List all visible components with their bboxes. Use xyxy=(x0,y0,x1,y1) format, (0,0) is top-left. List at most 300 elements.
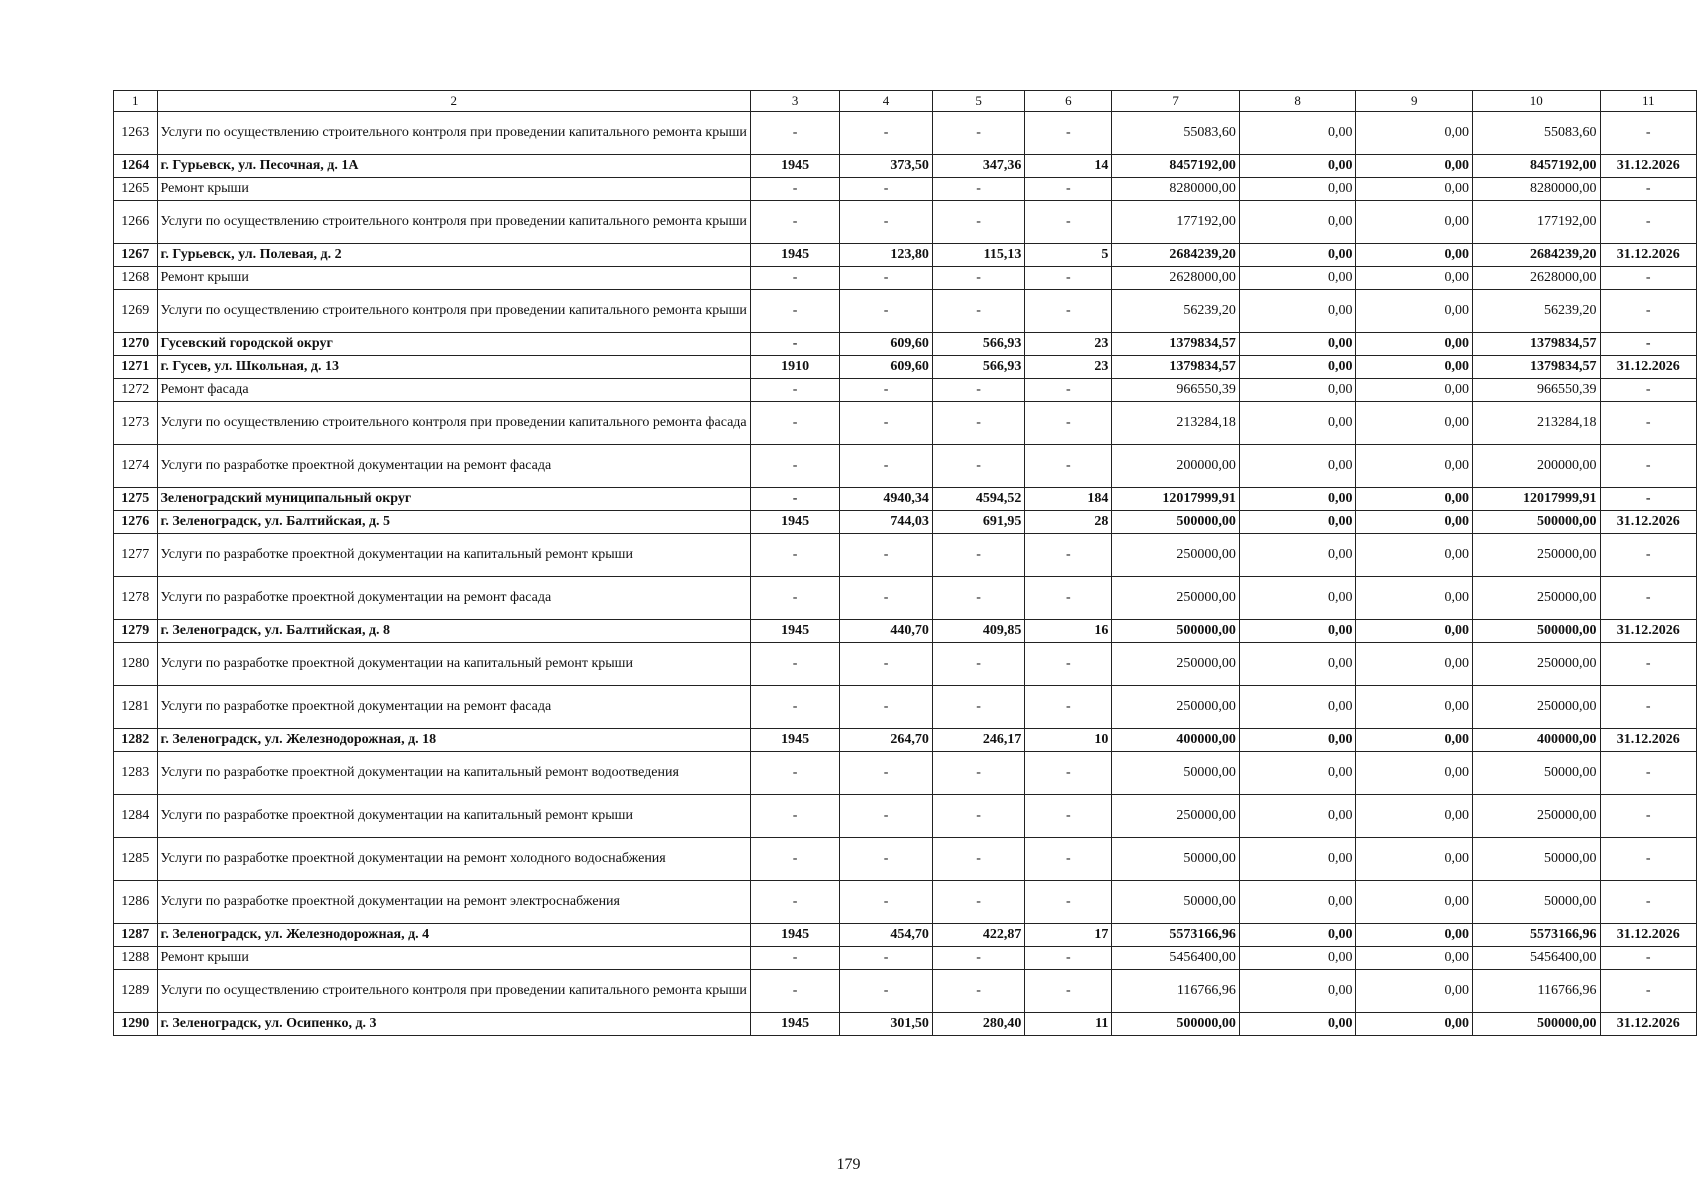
col8-cell: 0,00 xyxy=(1239,112,1356,155)
col9-cell: 0,00 xyxy=(1356,577,1473,620)
area-living-cell: 566,93 xyxy=(932,356,1025,379)
row-number: 1280 xyxy=(114,643,158,686)
col10-cell: 1379834,57 xyxy=(1473,333,1601,356)
col9-cell: 0,00 xyxy=(1356,970,1473,1013)
col10-cell: 50000,00 xyxy=(1473,752,1601,795)
table-row xyxy=(114,643,1697,686)
area-total-cell: - xyxy=(840,686,933,729)
col9-cell: 0,00 xyxy=(1356,178,1473,201)
col8-cell: 0,00 xyxy=(1239,356,1356,379)
residents-cell: 184 xyxy=(1025,488,1112,511)
area-total-cell: 4940,34 xyxy=(840,488,933,511)
table-row xyxy=(114,686,1697,729)
total-cost-cell: 1379834,57 xyxy=(1112,333,1240,356)
total-cost-cell: 250000,00 xyxy=(1112,795,1240,838)
col9-cell: 0,00 xyxy=(1356,752,1473,795)
total-cost-cell: 1379834,57 xyxy=(1112,356,1240,379)
col10-cell: 116766,96 xyxy=(1473,970,1601,1013)
year-cell: - xyxy=(750,577,839,620)
residents-cell: - xyxy=(1025,445,1112,488)
residents-cell: - xyxy=(1025,643,1112,686)
area-total-cell: - xyxy=(840,881,933,924)
total-cost-cell: 500000,00 xyxy=(1112,620,1240,643)
year-cell: - xyxy=(750,402,839,445)
col10-cell: 1379834,57 xyxy=(1473,356,1601,379)
total-cost-cell: 50000,00 xyxy=(1112,881,1240,924)
repair-program-table xyxy=(113,90,1697,1036)
year-cell: - xyxy=(750,112,839,155)
table-row xyxy=(114,577,1697,620)
table-row xyxy=(114,838,1697,881)
col8-cell: 0,00 xyxy=(1239,1013,1356,1036)
deadline-cell: - xyxy=(1600,201,1696,244)
row-name: Услуги по осуществлению строительного контроля при проведении капитального ремонта крыши xyxy=(157,112,750,155)
column-header-2: 2 xyxy=(157,91,750,112)
table-row xyxy=(114,924,1697,947)
area-living-cell: - xyxy=(932,201,1025,244)
row-name: Ремонт фасада xyxy=(157,379,750,402)
area-living-cell: 280,40 xyxy=(932,1013,1025,1036)
col10-cell: 500000,00 xyxy=(1473,1013,1601,1036)
area-living-cell: 115,13 xyxy=(932,244,1025,267)
column-header-1: 1 xyxy=(114,91,158,112)
row-name: Гусевский городской округ xyxy=(157,333,750,356)
row-number: 1287 xyxy=(114,924,158,947)
col8-cell: 0,00 xyxy=(1239,795,1356,838)
total-cost-cell: 966550,39 xyxy=(1112,379,1240,402)
area-total-cell: 301,50 xyxy=(840,1013,933,1036)
year-cell: - xyxy=(750,643,839,686)
column-number-row xyxy=(114,91,1697,112)
row-number: 1278 xyxy=(114,577,158,620)
deadline-cell: - xyxy=(1600,112,1696,155)
area-living-cell: - xyxy=(932,881,1025,924)
area-living-cell: - xyxy=(932,643,1025,686)
residents-cell: 5 xyxy=(1025,244,1112,267)
table-row xyxy=(114,333,1697,356)
row-name: Ремонт крыши xyxy=(157,947,750,970)
col9-cell: 0,00 xyxy=(1356,112,1473,155)
total-cost-cell: 400000,00 xyxy=(1112,729,1240,752)
row-number: 1279 xyxy=(114,620,158,643)
row-number: 1267 xyxy=(114,244,158,267)
residents-cell: - xyxy=(1025,686,1112,729)
col10-cell: 50000,00 xyxy=(1473,881,1601,924)
total-cost-cell: 5573166,96 xyxy=(1112,924,1240,947)
row-name: г. Гурьевск, ул. Песочная, д. 1А xyxy=(157,155,750,178)
total-cost-cell: 116766,96 xyxy=(1112,970,1240,1013)
col10-cell: 250000,00 xyxy=(1473,686,1601,729)
deadline-cell: 31.12.2026 xyxy=(1600,924,1696,947)
col9-cell: 0,00 xyxy=(1356,620,1473,643)
col9-cell: 0,00 xyxy=(1356,881,1473,924)
row-number: 1271 xyxy=(114,356,158,379)
table-row xyxy=(114,1013,1697,1036)
residents-cell: - xyxy=(1025,970,1112,1013)
col9-cell: 0,00 xyxy=(1356,356,1473,379)
deadline-cell: - xyxy=(1600,534,1696,577)
col10-cell: 250000,00 xyxy=(1473,534,1601,577)
col10-cell: 56239,20 xyxy=(1473,290,1601,333)
deadline-cell: - xyxy=(1600,577,1696,620)
row-number: 1276 xyxy=(114,511,158,534)
year-cell: - xyxy=(750,795,839,838)
total-cost-cell: 2628000,00 xyxy=(1112,267,1240,290)
col8-cell: 0,00 xyxy=(1239,201,1356,244)
area-living-cell: - xyxy=(932,112,1025,155)
area-total-cell: - xyxy=(840,201,933,244)
area-living-cell: - xyxy=(932,752,1025,795)
table-row xyxy=(114,244,1697,267)
row-number: 1289 xyxy=(114,970,158,1013)
total-cost-cell: 250000,00 xyxy=(1112,686,1240,729)
area-living-cell: - xyxy=(932,445,1025,488)
col10-cell: 2628000,00 xyxy=(1473,267,1601,290)
col10-cell: 2684239,20 xyxy=(1473,244,1601,267)
col9-cell: 0,00 xyxy=(1356,267,1473,290)
table-row xyxy=(114,379,1697,402)
col9-cell: 0,00 xyxy=(1356,924,1473,947)
deadline-cell: - xyxy=(1600,643,1696,686)
residents-cell: - xyxy=(1025,947,1112,970)
area-living-cell: 347,36 xyxy=(932,155,1025,178)
total-cost-cell: 8457192,00 xyxy=(1112,155,1240,178)
residents-cell: 14 xyxy=(1025,155,1112,178)
table-row xyxy=(114,488,1697,511)
row-name: Услуги по разработке проектной документации на ремонт фасада xyxy=(157,686,750,729)
col10-cell: 55083,60 xyxy=(1473,112,1601,155)
residents-cell: - xyxy=(1025,267,1112,290)
row-number: 1269 xyxy=(114,290,158,333)
deadline-cell: - xyxy=(1600,881,1696,924)
deadline-cell: - xyxy=(1600,445,1696,488)
col8-cell: 0,00 xyxy=(1239,511,1356,534)
area-living-cell: - xyxy=(932,267,1025,290)
col8-cell: 0,00 xyxy=(1239,729,1356,752)
col10-cell: 500000,00 xyxy=(1473,511,1601,534)
area-total-cell: - xyxy=(840,795,933,838)
residents-cell: - xyxy=(1025,838,1112,881)
year-cell: 1945 xyxy=(750,729,839,752)
deadline-cell: 31.12.2026 xyxy=(1600,729,1696,752)
row-number: 1272 xyxy=(114,379,158,402)
area-living-cell: - xyxy=(932,838,1025,881)
col8-cell: 0,00 xyxy=(1239,333,1356,356)
table-row xyxy=(114,155,1697,178)
col9-cell: 0,00 xyxy=(1356,201,1473,244)
col10-cell: 250000,00 xyxy=(1473,643,1601,686)
area-total-cell: 373,50 xyxy=(840,155,933,178)
col8-cell: 0,00 xyxy=(1239,838,1356,881)
residents-cell: - xyxy=(1025,577,1112,620)
area-total-cell: - xyxy=(840,445,933,488)
year-cell: - xyxy=(750,290,839,333)
area-total-cell: - xyxy=(840,402,933,445)
row-number: 1270 xyxy=(114,333,158,356)
row-number: 1274 xyxy=(114,445,158,488)
row-number: 1285 xyxy=(114,838,158,881)
table-row xyxy=(114,795,1697,838)
row-name: Услуги по осуществлению строительного контроля при проведении капитального ремонта крыши xyxy=(157,201,750,244)
col8-cell: 0,00 xyxy=(1239,924,1356,947)
table-row xyxy=(114,620,1697,643)
col8-cell: 0,00 xyxy=(1239,620,1356,643)
year-cell: - xyxy=(750,838,839,881)
table-body xyxy=(114,112,1697,1036)
col10-cell: 400000,00 xyxy=(1473,729,1601,752)
area-total-cell: 440,70 xyxy=(840,620,933,643)
area-total-cell: 609,60 xyxy=(840,333,933,356)
row-name: Услуги по разработке проектной документации на капитальный ремонт крыши xyxy=(157,643,750,686)
row-name: Услуги по разработке проектной документации на капитальный ремонт крыши xyxy=(157,795,750,838)
col10-cell: 250000,00 xyxy=(1473,577,1601,620)
col9-cell: 0,00 xyxy=(1356,488,1473,511)
row-name: г. Гусев, ул. Школьная, д. 13 xyxy=(157,356,750,379)
col10-cell: 8280000,00 xyxy=(1473,178,1601,201)
col10-cell: 5456400,00 xyxy=(1473,947,1601,970)
residents-cell: - xyxy=(1025,881,1112,924)
area-living-cell: - xyxy=(932,686,1025,729)
residents-cell: - xyxy=(1025,112,1112,155)
row-number: 1264 xyxy=(114,155,158,178)
col8-cell: 0,00 xyxy=(1239,488,1356,511)
area-living-cell: - xyxy=(932,795,1025,838)
year-cell: 1945 xyxy=(750,511,839,534)
deadline-cell: - xyxy=(1600,402,1696,445)
col8-cell: 0,00 xyxy=(1239,178,1356,201)
col10-cell: 500000,00 xyxy=(1473,620,1601,643)
table-row xyxy=(114,290,1697,333)
total-cost-cell: 500000,00 xyxy=(1112,1013,1240,1036)
area-living-cell: 246,17 xyxy=(932,729,1025,752)
col10-cell: 8457192,00 xyxy=(1473,155,1601,178)
deadline-cell: - xyxy=(1600,379,1696,402)
row-name: Услуги по разработке проектной документации на ремонт электроснабжения xyxy=(157,881,750,924)
year-cell: - xyxy=(750,534,839,577)
area-total-cell: 454,70 xyxy=(840,924,933,947)
deadline-cell: - xyxy=(1600,290,1696,333)
area-total-cell: - xyxy=(840,534,933,577)
col8-cell: 0,00 xyxy=(1239,290,1356,333)
area-total-cell: - xyxy=(840,643,933,686)
area-total-cell: 744,03 xyxy=(840,511,933,534)
col10-cell: 177192,00 xyxy=(1473,201,1601,244)
residents-cell: 11 xyxy=(1025,1013,1112,1036)
row-name: г. Гурьевск, ул. Полевая, д. 2 xyxy=(157,244,750,267)
deadline-cell: 31.12.2026 xyxy=(1600,1013,1696,1036)
area-living-cell: - xyxy=(932,402,1025,445)
row-number: 1283 xyxy=(114,752,158,795)
table-row xyxy=(114,112,1697,155)
col9-cell: 0,00 xyxy=(1356,1013,1473,1036)
col8-cell: 0,00 xyxy=(1239,686,1356,729)
table-row xyxy=(114,445,1697,488)
area-living-cell: - xyxy=(932,290,1025,333)
col8-cell: 0,00 xyxy=(1239,643,1356,686)
row-number: 1281 xyxy=(114,686,158,729)
col9-cell: 0,00 xyxy=(1356,795,1473,838)
col9-cell: 0,00 xyxy=(1356,155,1473,178)
residents-cell: - xyxy=(1025,402,1112,445)
col8-cell: 0,00 xyxy=(1239,752,1356,795)
col10-cell: 213284,18 xyxy=(1473,402,1601,445)
col9-cell: 0,00 xyxy=(1356,643,1473,686)
table-row xyxy=(114,947,1697,970)
year-cell: - xyxy=(750,267,839,290)
deadline-cell: - xyxy=(1600,795,1696,838)
residents-cell: - xyxy=(1025,290,1112,333)
area-total-cell: - xyxy=(840,290,933,333)
deadline-cell: - xyxy=(1600,267,1696,290)
total-cost-cell: 250000,00 xyxy=(1112,534,1240,577)
row-name: Зеленоградский муниципальный округ xyxy=(157,488,750,511)
column-header-11: 11 xyxy=(1600,91,1696,112)
area-living-cell: 691,95 xyxy=(932,511,1025,534)
row-name: Услуги по осуществлению строительного контроля при проведении капитального ремонта крыши xyxy=(157,290,750,333)
column-header-10: 10 xyxy=(1473,91,1601,112)
deadline-cell: - xyxy=(1600,947,1696,970)
table-row xyxy=(114,178,1697,201)
col8-cell: 0,00 xyxy=(1239,947,1356,970)
col8-cell: 0,00 xyxy=(1239,402,1356,445)
total-cost-cell: 56239,20 xyxy=(1112,290,1240,333)
row-name: Услуги по разработке проектной документации на ремонт фасада xyxy=(157,577,750,620)
col9-cell: 0,00 xyxy=(1356,290,1473,333)
deadline-cell: - xyxy=(1600,838,1696,881)
deadline-cell: - xyxy=(1600,686,1696,729)
area-living-cell: - xyxy=(932,178,1025,201)
col8-cell: 0,00 xyxy=(1239,881,1356,924)
area-total-cell: 264,70 xyxy=(840,729,933,752)
row-name: Ремонт крыши xyxy=(157,178,750,201)
year-cell: - xyxy=(750,488,839,511)
area-living-cell: - xyxy=(932,379,1025,402)
deadline-cell: - xyxy=(1600,178,1696,201)
table-row xyxy=(114,402,1697,445)
col9-cell: 0,00 xyxy=(1356,333,1473,356)
column-header-8: 8 xyxy=(1239,91,1356,112)
table-row xyxy=(114,534,1697,577)
column-header-4: 4 xyxy=(840,91,933,112)
residents-cell: - xyxy=(1025,379,1112,402)
area-living-cell: 422,87 xyxy=(932,924,1025,947)
total-cost-cell: 5456400,00 xyxy=(1112,947,1240,970)
residents-cell: 23 xyxy=(1025,356,1112,379)
row-name: г. Зеленоградск, ул. Железнодорожная, д. 18 xyxy=(157,729,750,752)
year-cell: - xyxy=(750,947,839,970)
year-cell: - xyxy=(750,379,839,402)
row-number: 1282 xyxy=(114,729,158,752)
row-name: Услуги по разработке проектной документации на капитальный ремонт крыши xyxy=(157,534,750,577)
col8-cell: 0,00 xyxy=(1239,379,1356,402)
area-total-cell: - xyxy=(840,112,933,155)
residents-cell: 17 xyxy=(1025,924,1112,947)
total-cost-cell: 55083,60 xyxy=(1112,112,1240,155)
year-cell: 1945 xyxy=(750,1013,839,1036)
col8-cell: 0,00 xyxy=(1239,577,1356,620)
row-number: 1268 xyxy=(114,267,158,290)
deadline-cell: - xyxy=(1600,752,1696,795)
area-total-cell: - xyxy=(840,577,933,620)
row-name: г. Зеленоградск, ул. Балтийская, д. 8 xyxy=(157,620,750,643)
col10-cell: 200000,00 xyxy=(1473,445,1601,488)
col8-cell: 0,00 xyxy=(1239,155,1356,178)
area-living-cell: - xyxy=(932,947,1025,970)
col8-cell: 0,00 xyxy=(1239,534,1356,577)
total-cost-cell: 213284,18 xyxy=(1112,402,1240,445)
row-number: 1284 xyxy=(114,795,158,838)
col10-cell: 250000,00 xyxy=(1473,795,1601,838)
area-living-cell: 409,85 xyxy=(932,620,1025,643)
residents-cell: - xyxy=(1025,178,1112,201)
deadline-cell: 31.12.2026 xyxy=(1600,244,1696,267)
row-number: 1263 xyxy=(114,112,158,155)
col9-cell: 0,00 xyxy=(1356,729,1473,752)
col9-cell: 0,00 xyxy=(1356,686,1473,729)
col9-cell: 0,00 xyxy=(1356,534,1473,577)
row-name: г. Зеленоградск, ул. Осипенко, д. 3 xyxy=(157,1013,750,1036)
row-name: Ремонт крыши xyxy=(157,267,750,290)
row-name: Услуги по осуществлению строительного контроля при проведении капитального ремонта фасада xyxy=(157,402,750,445)
row-name: Услуги по разработке проектной документации на ремонт фасада xyxy=(157,445,750,488)
row-number: 1275 xyxy=(114,488,158,511)
area-living-cell: 4594,52 xyxy=(932,488,1025,511)
column-header-7: 7 xyxy=(1112,91,1240,112)
col10-cell: 50000,00 xyxy=(1473,838,1601,881)
row-number: 1290 xyxy=(114,1013,158,1036)
col9-cell: 0,00 xyxy=(1356,244,1473,267)
total-cost-cell: 50000,00 xyxy=(1112,752,1240,795)
deadline-cell: - xyxy=(1600,970,1696,1013)
table-row xyxy=(114,970,1697,1013)
col9-cell: 0,00 xyxy=(1356,947,1473,970)
col9-cell: 0,00 xyxy=(1356,838,1473,881)
year-cell: - xyxy=(750,881,839,924)
row-name: Услуги по осуществлению строительного контроля при проведении капитального ремонта крыши xyxy=(157,970,750,1013)
area-living-cell: - xyxy=(932,970,1025,1013)
residents-cell: 10 xyxy=(1025,729,1112,752)
area-total-cell: - xyxy=(840,838,933,881)
year-cell: - xyxy=(750,445,839,488)
deadline-cell: 31.12.2026 xyxy=(1600,155,1696,178)
table-row xyxy=(114,267,1697,290)
residents-cell: - xyxy=(1025,795,1112,838)
col8-cell: 0,00 xyxy=(1239,445,1356,488)
total-cost-cell: 12017999,91 xyxy=(1112,488,1240,511)
total-cost-cell: 50000,00 xyxy=(1112,838,1240,881)
row-number: 1265 xyxy=(114,178,158,201)
area-total-cell: - xyxy=(840,947,933,970)
total-cost-cell: 2684239,20 xyxy=(1112,244,1240,267)
year-cell: 1945 xyxy=(750,155,839,178)
area-total-cell: - xyxy=(840,267,933,290)
total-cost-cell: 200000,00 xyxy=(1112,445,1240,488)
residents-cell: 28 xyxy=(1025,511,1112,534)
year-cell: 1945 xyxy=(750,244,839,267)
residents-cell: - xyxy=(1025,534,1112,577)
page-number: 179 xyxy=(836,1156,861,1173)
deadline-cell: 31.12.2026 xyxy=(1600,356,1696,379)
col8-cell: 0,00 xyxy=(1239,267,1356,290)
row-number: 1266 xyxy=(114,201,158,244)
col9-cell: 0,00 xyxy=(1356,511,1473,534)
year-cell: - xyxy=(750,686,839,729)
row-number: 1273 xyxy=(114,402,158,445)
deadline-cell: 31.12.2026 xyxy=(1600,620,1696,643)
table-row xyxy=(114,729,1697,752)
table-row xyxy=(114,356,1697,379)
year-cell: - xyxy=(750,970,839,1013)
